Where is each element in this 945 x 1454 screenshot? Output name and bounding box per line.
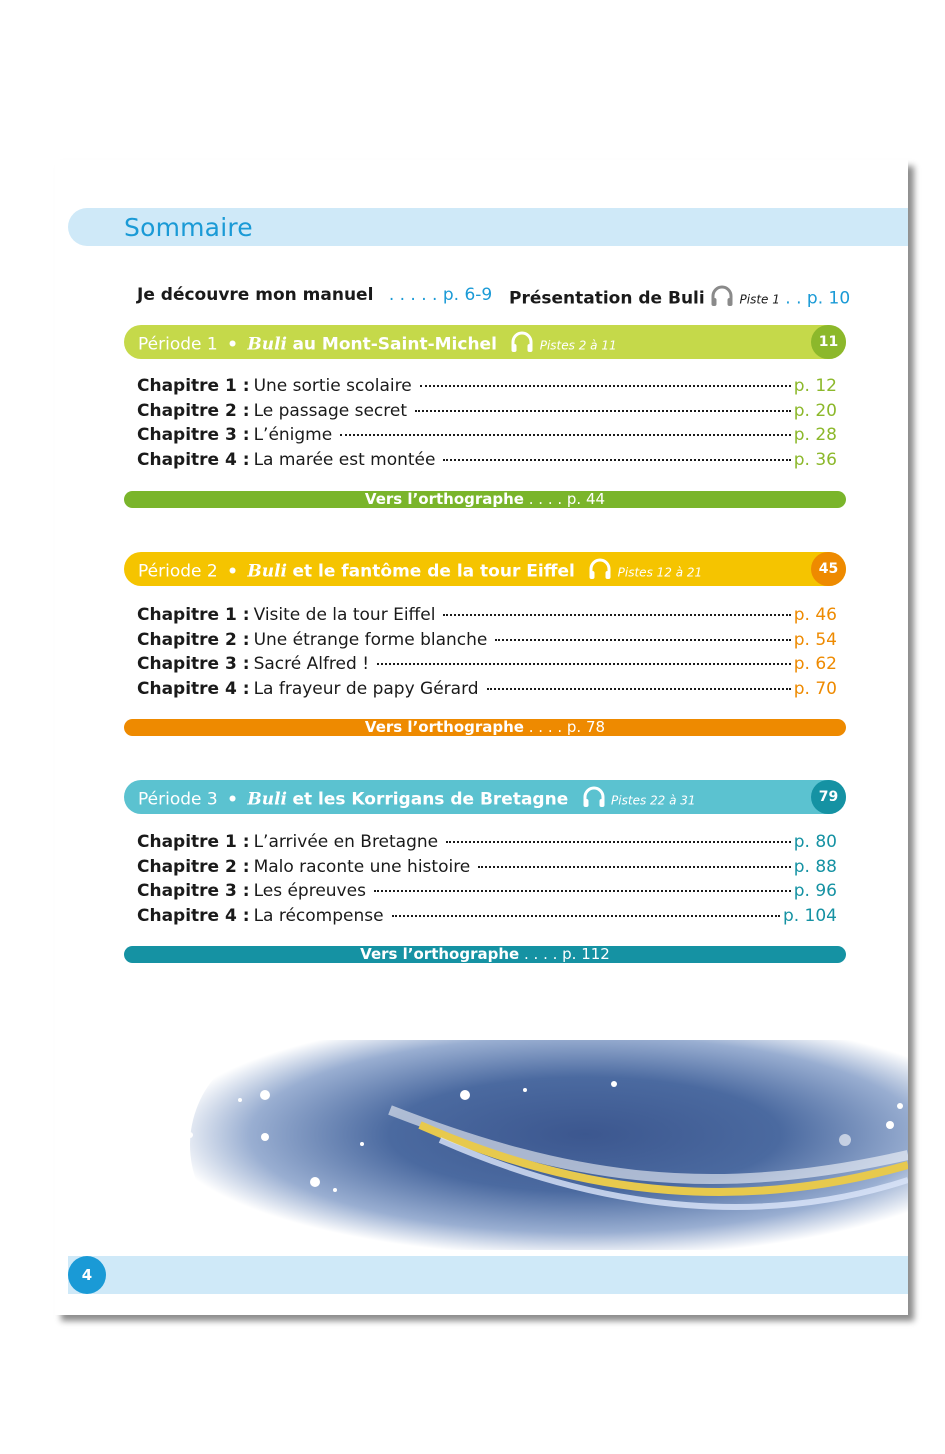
chapter-row [137,906,837,931]
chapter-row [137,630,837,655]
intro-right [509,285,850,312]
ortho-page: . . . . p. 112 [524,945,610,963]
chapter-number: Chapitre 2 : [137,629,250,650]
chapter-page: p. 104 [782,906,837,927]
chapter-number: Chapitre 1 : [137,605,250,625]
period-3-ortho-bar [124,946,846,963]
chapter-title: L’arrivée en Bretagne [253,832,439,852]
ortho-label: Vers l’orthographe [364,718,524,736]
period-2-bar [124,552,846,586]
chapter-title: Visite de la tour Eiffel [253,605,436,625]
period-2-badge: 45 [811,552,846,586]
intro-left [137,285,492,305]
chapter-page: p. 96 [793,881,837,902]
chapter-title: Le passage secret [253,400,407,421]
chapter-page: p. 80 [793,832,837,852]
period-2-buli: Buli [247,561,288,582]
chapter-title: Sacré Alfred ! [253,654,370,675]
chapter-title: Les épreuves [253,881,366,902]
period-3-chapters [137,832,837,931]
chapter-number: Chapitre 3 : [137,654,250,675]
chapter-number: Chapitre 3 : [137,881,250,902]
ortho-label: Vers l’orthographe [364,490,524,508]
leader-dots [443,458,790,461]
chapter-title: La frayeur de papy Gérard [253,679,479,700]
chapter-row [137,654,837,679]
period-2-name: et le fantôme de la tour Eiffel [292,561,575,582]
period-2-label: Période 2 [138,561,218,582]
chapter-page: p. 20 [793,400,837,421]
headphones-icon [588,558,612,585]
chapter-row [137,679,837,704]
period-3-buli: Buli [247,789,288,810]
chapter-page: p. 36 [793,450,837,471]
period-3-name: et les Korrigans de Bretagne [292,789,569,810]
period-3-badge: 79 [811,780,846,814]
leader-dots [495,638,790,641]
chapter-number: Chapitre 1 : [137,832,250,852]
period-3-bullet: • [227,789,238,810]
leader-dots [443,613,790,616]
chapter-title: Une sortie scolaire [253,376,412,396]
page-number: 4 [68,1256,106,1294]
period-1-tracks: Pistes 2 à 11 [539,338,617,353]
period-1-badge: 11 [811,325,846,359]
chapter-row [137,832,837,857]
leader-dots [377,662,791,665]
period-1-ortho-bar [124,491,846,508]
chapter-page: p. 28 [793,425,837,446]
leader-dots [487,687,791,690]
chapter-row [137,450,837,475]
headphones-icon [710,285,734,312]
period-3-tracks: Pistes 22 à 31 [611,793,696,808]
chapter-number: Chapitre 2 : [137,856,250,877]
period-2-ortho-bar [124,719,846,736]
period-1-label: Période 1 [138,334,218,355]
leader-dots [415,409,791,412]
period-1-chapters [137,376,837,475]
chapter-title: L’énigme [253,425,333,446]
intro-buli-page: . . p. 10 [785,288,851,309]
chapter-title: Malo raconte une histoire [253,856,471,877]
headphones-icon [510,331,534,358]
chapter-row [137,881,837,906]
ortho-page: . . . . p. 44 [528,490,606,508]
chapter-row [137,857,837,882]
intro-manual-page: . . . . . p. 6-9 [388,285,493,305]
ortho-label: Vers l’orthographe [360,945,520,963]
period-1-bullet: • [227,334,238,355]
chapter-page: p. 46 [793,605,837,625]
leader-dots [478,865,791,868]
chapter-row [137,376,837,401]
chapter-number: Chapitre 1 : [137,376,250,396]
chapter-title: Une étrange forme blanche [253,629,488,650]
chapter-page: p. 54 [793,629,837,650]
chapter-number: Chapitre 4 : [137,679,250,700]
chapter-number: Chapitre 4 : [137,450,250,471]
chapter-page: p. 88 [793,856,837,877]
period-2-tracks: Pistes 12 à 21 [617,565,703,580]
headphones-icon [582,786,606,813]
chapter-number: Chapitre 2 : [137,400,250,421]
period-3-bar [124,780,846,814]
period-3-label: Période 3 [138,789,218,810]
night-sky-illustration [190,1040,908,1250]
period-1-buli: Buli [247,334,288,355]
leader-dots [340,433,791,436]
ortho-page: . . . . p. 78 [528,718,606,736]
intro-buli-piste: Piste 1 [739,292,780,307]
period-1-name: au Mont-Saint-Michel [292,334,497,355]
footer-band [68,1256,908,1294]
leader-dots [392,914,780,917]
period-2-bullet: • [227,561,238,582]
intro-manual-label: Je découvre mon manuel [137,285,374,305]
period-1-bar [124,325,846,359]
chapter-row [137,605,837,630]
page-title: Sommaire [124,213,253,242]
chapter-page: p. 62 [793,654,837,675]
leader-dots [420,384,791,387]
chapter-page: p. 12 [793,376,837,396]
leader-dots [446,840,791,843]
chapter-row [137,401,837,426]
chapter-page: p. 70 [793,679,837,700]
period-2-chapters [137,605,837,704]
chapter-title: La marée est montée [253,450,436,471]
chapter-number: Chapitre 3 : [137,425,250,446]
chapter-number: Chapitre 4 : [137,906,250,927]
intro-buli-label: Présentation de Buli [509,288,705,309]
leader-dots [374,889,791,892]
chapter-title: La récompense [253,906,384,927]
chapter-row [137,425,837,450]
